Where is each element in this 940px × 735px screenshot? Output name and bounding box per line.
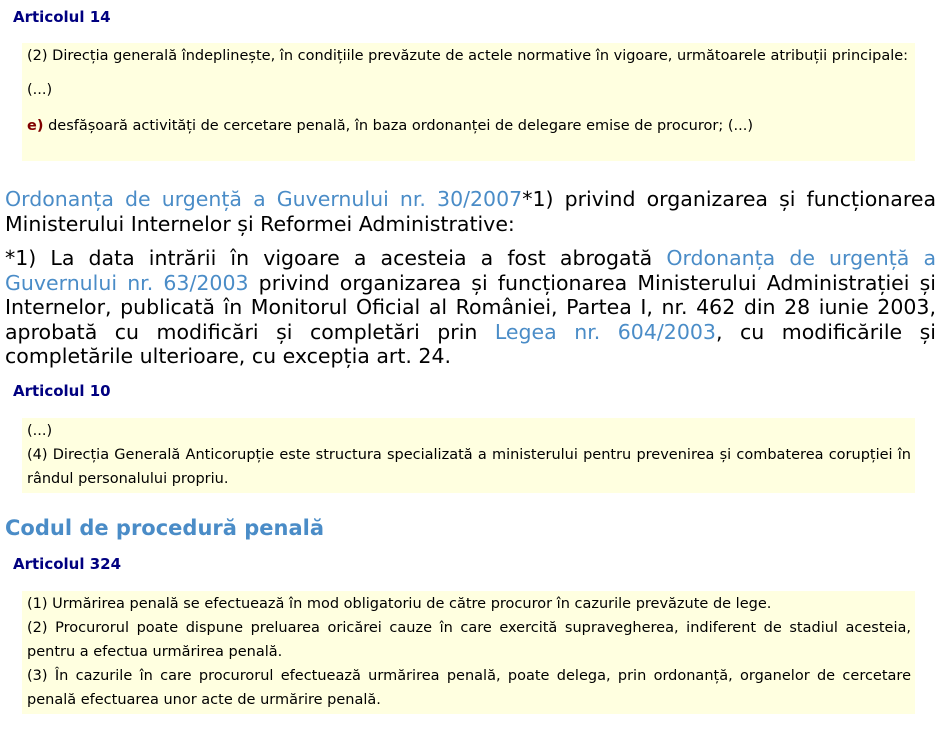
article-14-title: Articolul 14 [13, 8, 111, 26]
article-10-quote-box [22, 418, 915, 493]
footnote-1-middle: privind organizarea și funcționarea Ministerului Administrației și Internelor, publicată în Monitorul Oficial al României, Partea I, nr. 462 din 28 iunie 2003, aprobată cu modificări și completări prin [5, 270, 936, 344]
oug-30-2007-title [5, 187, 936, 236]
article-10-para-4: (4) Direcția Generală Anticorupție este structura specializată a ministerului pentru prevenirea și combaterea corupției în rândul personalului propriu. [27, 447, 911, 487]
article-324-para-2: (2) Procurorul poate dispune preluarea oricărei cauze în care exercită supravegherea, indiferent de stadiul acesteia, pentru a efectua urmărirea penală. [27, 620, 911, 660]
footnote-1-end: , cu modificările și completările ulterioare, cu excepția art. 24. [5, 319, 936, 368]
article-324-para-3: (3) În cazurile în care procurorul efectuează urmărirea penală, poate delega, prin ordonanță, organelor de cercetare penală efectuarea unor acte de urmărire penală. [27, 668, 911, 708]
item-e-text: desfășoară activități de cercetare penală, în baza ordonanței de delegare emise de procuror; (...) [43, 118, 753, 134]
oug-63-2003-link[interactable]: Ordonanța de urgență a Guvernului nr. 63/2003 [5, 246, 937, 295]
article-10-ellipsis: (...) [27, 423, 53, 439]
item-e-letter: e) [27, 118, 44, 134]
article-10-title: Articolul 10 [13, 382, 111, 400]
article-324-para-1: (1) Urmărirea penală se efectuează în mod obligatoriu de către procuror în cazurile prevăzute de lege. [27, 596, 772, 612]
oug-30-2007-title-rest: *1) privind organizarea și funcționarea Ministerului Internelor și Reformei Administrative: [5, 187, 937, 236]
oug-30-2007-link[interactable]: Ordonanța de urgență a Guvernului nr. 30/2007 [5, 187, 523, 211]
article-14-para-2: (2) Direcția generală îndeplinește, în condițiile prevăzute de actele normative în vigoare, următoarele atribuții principale: [27, 48, 909, 64]
article-14-item-e [27, 114, 911, 138]
article-14-ellipsis: (...) [27, 82, 53, 98]
article-324-title: Articolul 324 [13, 555, 122, 573]
legea-604-2003-link[interactable]: Legea nr. 604/2003 [494, 319, 716, 344]
footnote-1 [5, 246, 936, 369]
cpp-heading: Codul de procedură penală [5, 516, 325, 540]
article-14-quote-box [22, 43, 915, 161]
article-324-quote-box [22, 591, 915, 714]
footnote-1-start: *1) La data intrării în vigoare a acesteia a fost abrogată [5, 246, 667, 270]
